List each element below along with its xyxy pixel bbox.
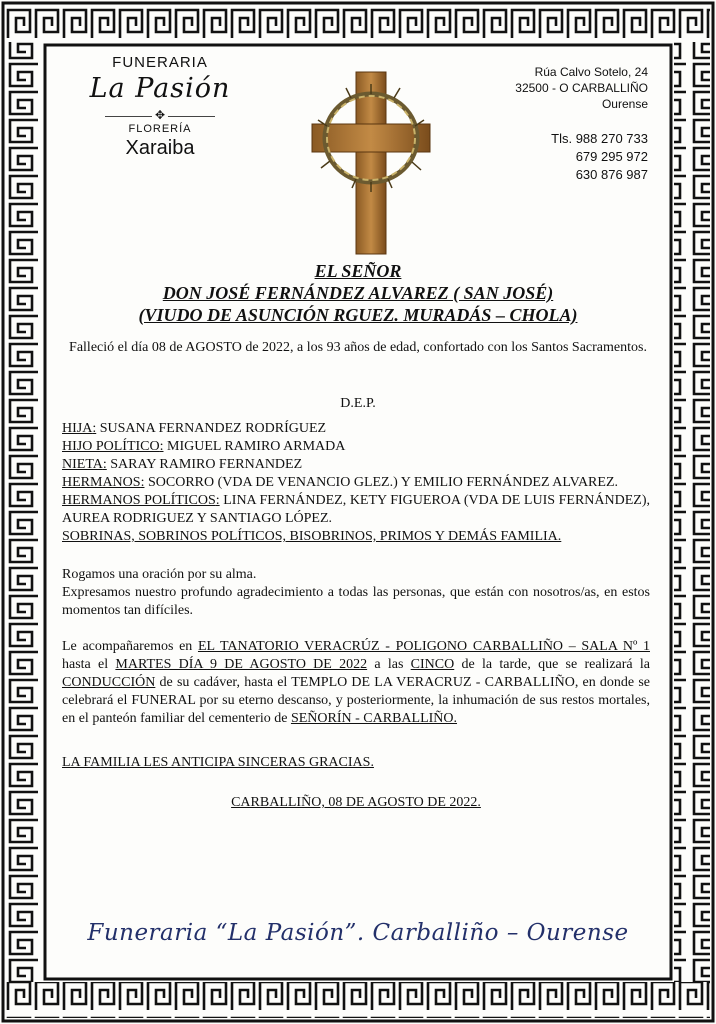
contact-info bbox=[448, 64, 648, 184]
address-city: 32500 - O CARBALLIÑO bbox=[515, 81, 648, 95]
family-entry: HERMANOS POLÍTICOS: LINA FERNÁNDEZ, KETY FIGUEROA (VDA DE LUIS FERNÁNDEZ), AUREA RODRIGUEZ Y SANTIAGO LÓPEZ. bbox=[62, 493, 651, 526]
place-date: CARBALLIÑO, 08 DE AGOSTO DE 2022. bbox=[231, 795, 481, 810]
cemetery-name: SEÑORÍN - CARBALLIÑO. bbox=[290, 711, 458, 726]
gratitude-text: Expresamos nuestro profundo agradecimiento a todas las personas, que están con nosotros/as, en estos momentos tan difíciles. bbox=[62, 585, 650, 618]
prayer-text: Rogamos una oración por su alma. bbox=[62, 567, 257, 582]
cross-with-crown-of-thorns-icon bbox=[306, 66, 436, 256]
brand-divider bbox=[105, 116, 215, 117]
brand-floreria: FLORERÍA bbox=[128, 123, 192, 135]
ceremony-date: MARTES DÍA 9 DE AGOSTO DE 2022 bbox=[115, 657, 368, 672]
brand-name: La Pasión bbox=[89, 73, 231, 104]
tanatorio-location: EL TANATORIO VERACRÚZ - POLIGONO CARBALLIÑO – SALA Nº 1 bbox=[197, 639, 650, 654]
death-notice: Falleció el día 08 de AGOSTO de 2022, a los 93 años de edad, confortado con los Santos Sacramentos. bbox=[69, 340, 647, 355]
ceremony-time: CINCO bbox=[410, 657, 455, 672]
family-entry: HIJO POLÍTICO: MIGUEL RAMIRO ARMADA bbox=[62, 439, 346, 454]
deceased-widower: (VIUDO DE ASUNCIÓN RGUEZ. MURADÁS – CHOLA) bbox=[138, 305, 578, 325]
phone-number: 679 295 972 bbox=[575, 149, 648, 164]
phone-number: Tls. 988 270 733 bbox=[551, 131, 648, 146]
address-street: Rúa Calvo Sotelo, 24 bbox=[534, 65, 648, 79]
ceremony-text: Le acompañaremos en EL TANATORIO VERACRÚZ - POLIGONO CARBALLIÑO – SALA Nº 1 hasta el MARTES DÍA 9 DE AGOSTO DE 2022 a las CINCO de la tarde, que se realizará la CONDUCCIÓN de su cadáver, hasta el TEMPLO DE LA VERACRUZ - CARBALLIÑO, en donde se celebrará el FUNERAL por su eterno descanso, y posteriormente, la inhumación de sus restos mortales, en el panteón familiar del cementerio de SEÑORÍN - CARBALLIÑO. bbox=[62, 639, 651, 726]
funeral-home-logo bbox=[70, 52, 250, 160]
brand-funeraria: FUNERARIA bbox=[112, 54, 208, 71]
closing-thanks: LA FAMILIA LES ANTICIPA SINCERAS GRACIAS. bbox=[62, 755, 374, 770]
other-family: SOBRINAS, SOBRINOS POLÍTICOS, BISOBRINOS, PRIMOS Y DEMÁS FAMILIA. bbox=[62, 529, 562, 544]
address-province: Ourense bbox=[601, 97, 648, 111]
deceased-title: EL SEÑOR bbox=[314, 261, 402, 281]
phone-list bbox=[448, 130, 648, 184]
conduccion: CONDUCCIÓN bbox=[62, 675, 156, 690]
content-area bbox=[50, 50, 666, 974]
notice-body bbox=[62, 420, 650, 812]
dep-text: D.E.P. bbox=[340, 396, 376, 411]
brand-xaraiba: Xaraiba bbox=[125, 137, 195, 159]
deceased-heading bbox=[50, 260, 666, 326]
footer-signature: Funeraria “La Pasión”. Carballiño – Ourense bbox=[87, 920, 629, 946]
deceased-name: DON JOSÉ FERNÁNDEZ ALVAREZ ( SAN JOSÉ) bbox=[162, 283, 554, 303]
family-entry: HIJA: SUSANA FERNANDEZ RODRÍGUEZ bbox=[62, 421, 327, 436]
phone-number: 630 876 987 bbox=[575, 167, 648, 182]
family-entry: HERMANOS: SOCORRO (VDA DE VENANCIO GLEZ.) Y EMILIO FERNÁNDEZ ALVAREZ. bbox=[62, 475, 619, 490]
family-entry: NIETA: SARAY RAMIRO FERNANDEZ bbox=[62, 457, 303, 472]
